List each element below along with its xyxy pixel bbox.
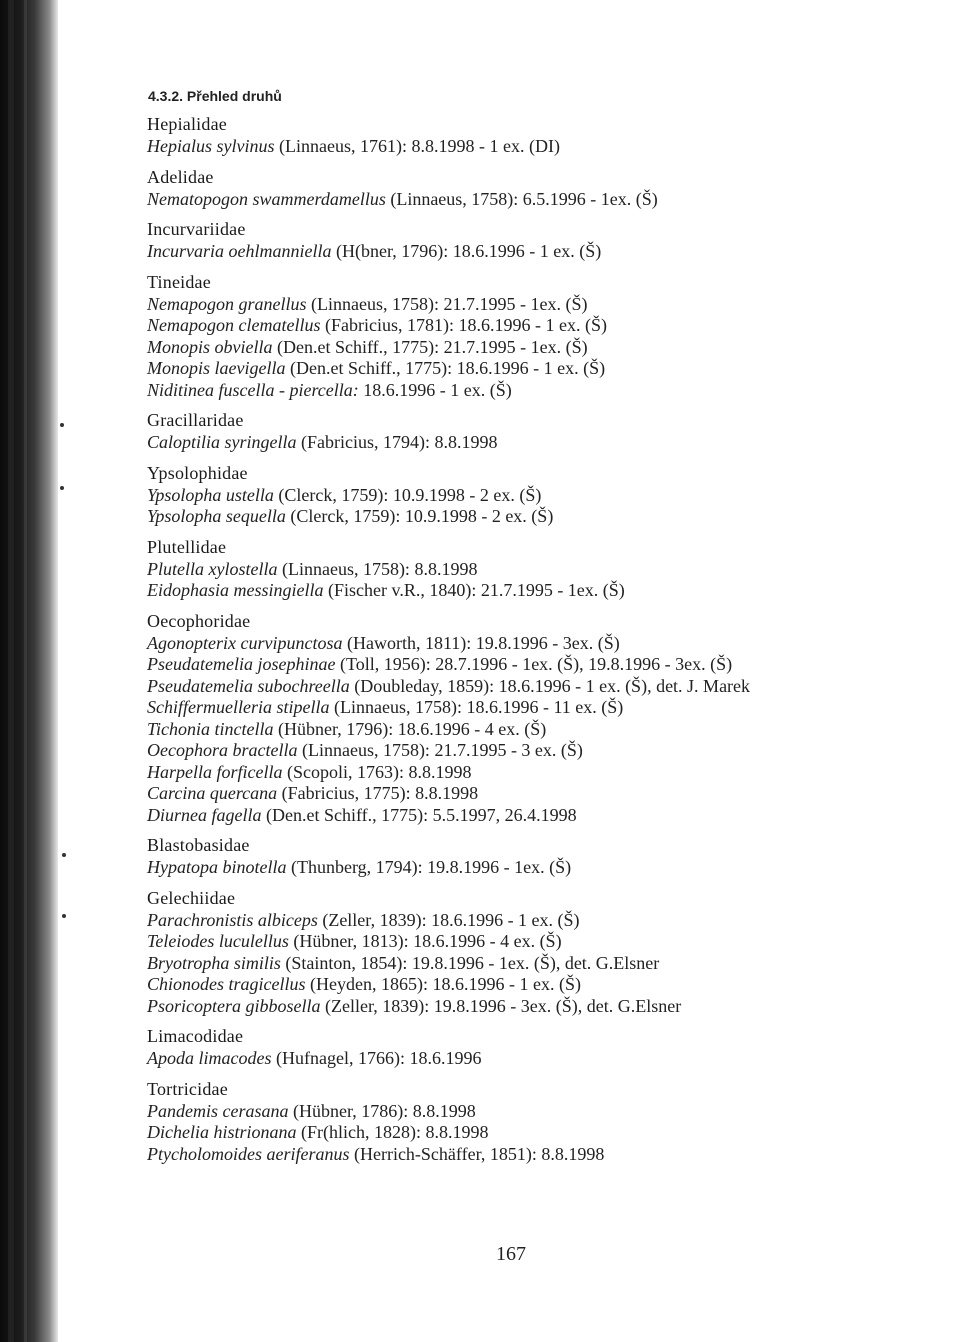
species-scientific-name: Caloptilia syringella	[147, 432, 297, 452]
scan-edge-shadow	[0, 0, 58, 1342]
species-scientific-name: Pseudatemelia josephinae	[147, 654, 336, 674]
family-name: Ypsolophidae	[147, 462, 248, 483]
species-record: (Toll, 1956): 28.7.1996 - 1ex. (Š), 19.8.1996 - 3ex. (Š)	[335, 654, 733, 674]
scan-streak	[8, 0, 14, 1342]
species-entry	[147, 633, 907, 655]
species-scientific-name: Parachronistis albiceps	[147, 909, 318, 930]
species-scientific-name: Harpella forficella	[147, 761, 283, 782]
species-record: (Hübner, 1796): 18.6.1996 - 4 ex. (Š)	[273, 718, 547, 739]
species-record: (Linnaeus, 1758): 21.7.1995 - 1ex. (Š)	[306, 293, 588, 314]
family-group	[147, 271, 907, 402]
species-scientific-name: Apoda limacodes	[147, 1048, 272, 1068]
species-record: (Haworth, 1811): 19.8.1996 - 3ex. (Š)	[342, 632, 620, 653]
family-group	[147, 218, 907, 263]
species-entry	[147, 580, 907, 602]
species-scientific-name: Hypatopa binotella	[147, 857, 287, 877]
species-entry	[147, 136, 907, 158]
species-scientific-name: Diurnea fagella	[147, 804, 262, 825]
species-entry	[147, 1101, 907, 1123]
species-entry	[147, 762, 907, 784]
species-entry	[147, 294, 907, 316]
family-group	[147, 610, 907, 827]
species-scientific-name: Hepialus sylvinus	[147, 136, 275, 156]
species-entry	[147, 974, 907, 996]
species-entry	[147, 857, 907, 879]
species-record: (Zeller, 1839): 18.6.1996 - 1 ex. (Š)	[317, 909, 580, 930]
species-entry	[147, 506, 907, 528]
family-name: Tineidae	[147, 271, 211, 292]
species-scientific-name: Tichonia tinctella	[147, 718, 274, 739]
family-name: Gracillaridae	[147, 410, 244, 430]
species-scientific-name: Nematopogon swammerdamellus	[147, 188, 386, 209]
species-entry	[147, 654, 907, 676]
species-scientific-name: Ptycholomoides aeriferanus	[147, 1143, 350, 1164]
species-record: (Heyden, 1865): 18.6.1996 - 1 ex. (Š)	[305, 974, 581, 994]
species-record: (Den.et Schiff., 1775): 18.6.1996 - 1 ex. (Š)	[285, 358, 606, 378]
species-record: (Linnaeus, 1758): 6.5.1996 - 1ex. (Š)	[385, 188, 658, 209]
species-entry	[147, 719, 907, 741]
species-record: (Doubleday, 1859): 18.6.1996 - 1 ex. (Š), det. J. Marek	[349, 675, 751, 696]
species-scientific-name: Nemapogon clematellus	[147, 315, 321, 335]
species-scientific-name: Oecophora bractella	[147, 740, 298, 760]
species-scientific-name: Schiffermuelleria stipella	[147, 697, 330, 717]
species-record: (Hufnagel, 1766): 18.6.1996	[271, 1048, 482, 1068]
species-record: (Den.et Schiff., 1775): 5.5.1997, 26.4.1998	[261, 804, 577, 825]
family-group	[147, 462, 907, 528]
species-record: (Fr(hlich, 1828): 8.8.1998	[296, 1122, 489, 1142]
species-entry	[147, 740, 907, 762]
species-scientific-name: Chionodes tragicellus	[147, 974, 306, 994]
species-record: (H(bner, 1796): 18.6.1996 - 1 ex. (Š)	[331, 241, 602, 261]
species-record: (Fabricius, 1775): 8.8.1998	[277, 783, 479, 803]
species-record: (Linnaeus, 1758): 18.6.1996 - 11 ex. (Š)	[329, 697, 624, 717]
species-entry	[147, 559, 907, 581]
species-entry	[147, 189, 907, 211]
family-name: Blastobasidae	[147, 835, 250, 855]
family-group	[147, 409, 907, 454]
family-group	[147, 834, 907, 879]
species-entry	[147, 953, 907, 975]
species-entry	[147, 805, 907, 827]
species-entry	[147, 783, 907, 805]
species-scientific-name: Pseudatemelia subochreella	[147, 675, 350, 696]
family-group	[147, 536, 907, 602]
species-list	[147, 113, 907, 1173]
family-group	[147, 1025, 907, 1070]
species-entry	[147, 996, 907, 1018]
species-scientific-name: Agonopterix curvipunctosa	[147, 632, 343, 653]
page-number: 167	[496, 1243, 526, 1265]
family-group	[147, 113, 907, 158]
family-group	[147, 1078, 907, 1166]
species-scientific-name: Niditinea fuscella - piercella:	[147, 379, 359, 400]
family-name: Adelidae	[147, 166, 214, 187]
species-record: (Herrich-Schäffer, 1851): 8.8.1998	[349, 1143, 605, 1164]
species-scientific-name: Carcina quercana	[147, 783, 278, 803]
species-entry	[147, 910, 907, 932]
species-scientific-name: Teleiodes luculellus	[147, 931, 289, 951]
species-record: (Fabricius, 1794): 8.8.1998	[296, 432, 498, 452]
family-name: Tortricidae	[147, 1078, 228, 1099]
species-entry	[147, 432, 907, 454]
margin-mark	[60, 423, 64, 427]
species-scientific-name: Monopis laevigella	[147, 358, 286, 378]
species-entry	[147, 697, 907, 719]
species-record: (Scopoli, 1763): 8.8.1998	[282, 761, 472, 782]
species-entry	[147, 241, 907, 263]
species-record: (Linnaeus, 1761): 8.8.1998 - 1 ex. (DI)	[274, 136, 560, 156]
species-record: (Linnaeus, 1758): 8.8.1998	[277, 558, 478, 579]
family-name: Gelechiidae	[147, 887, 236, 908]
species-scientific-name: Bryotropha similis	[147, 952, 281, 973]
species-record: (Linnaeus, 1758): 21.7.1995 - 3 ex. (Š)	[297, 740, 583, 760]
species-scientific-name: Plutella xylostella	[147, 558, 278, 579]
species-record: (Thunberg, 1794): 19.8.1996 - 1ex. (Š)	[286, 857, 572, 877]
species-entry	[147, 337, 907, 359]
species-scientific-name: Ypsolopha ustella	[147, 484, 274, 505]
species-entry	[147, 358, 907, 380]
species-entry	[147, 485, 907, 507]
species-scientific-name: Pandemis cerasana	[147, 1100, 289, 1121]
family-name: Hepialidae	[147, 114, 227, 134]
species-entry	[147, 676, 907, 698]
species-entry	[147, 1048, 907, 1070]
margin-mark	[62, 853, 66, 857]
species-record: (Fischer v.R., 1840): 21.7.1995 - 1ex. (Š)	[323, 580, 625, 600]
species-record: (Zeller, 1839): 19.8.1996 - 3ex. (Š), det. G.Elsner	[320, 995, 682, 1016]
species-scientific-name: Incurvaria oehlmanniella	[147, 241, 332, 261]
family-group	[147, 166, 907, 211]
species-record: (Hübner, 1786): 8.8.1998	[288, 1100, 476, 1121]
species-record: (Clerck, 1759): 10.9.1998 - 2 ex. (Š)	[273, 484, 542, 505]
species-record: (Clerck, 1759): 10.9.1998 - 2 ex. (Š)	[285, 506, 554, 526]
species-entry	[147, 931, 907, 953]
species-scientific-name: Nemapogon granellus	[147, 293, 307, 314]
species-record: 18.6.1996 - 1 ex. (Š)	[358, 379, 512, 400]
species-record: (Hübner, 1813): 18.6.1996 - 4 ex. (Š)	[288, 931, 562, 951]
species-scientific-name: Psoricoptera gibbosella	[147, 995, 321, 1016]
family-name: Oecophoridae	[147, 610, 251, 631]
section-heading: 4.3.2. Přehled druhů	[148, 88, 282, 104]
species-record: (Den.et Schiff., 1775): 21.7.1995 - 1ex. (Š)	[272, 336, 588, 357]
margin-mark	[60, 486, 64, 490]
scan-streak	[24, 0, 27, 1342]
species-entry	[147, 380, 907, 402]
family-name: Incurvariidae	[147, 219, 246, 239]
species-entry	[147, 1122, 907, 1144]
species-scientific-name: Dichelia histrionana	[147, 1122, 297, 1142]
family-name: Limacodidae	[147, 1026, 244, 1046]
species-entry	[147, 315, 907, 337]
family-name: Plutellidae	[147, 536, 227, 557]
species-entry	[147, 1144, 907, 1166]
margin-mark	[62, 914, 66, 918]
species-scientific-name: Ypsolopha sequella	[147, 506, 286, 526]
family-group	[147, 887, 907, 1018]
species-record: (Fabricius, 1781): 18.6.1996 - 1 ex. (Š)	[320, 315, 607, 335]
species-record: (Stainton, 1854): 19.8.1996 - 1ex. (Š), det. G.Elsner	[280, 952, 660, 973]
species-scientific-name: Eidophasia messingiella	[147, 580, 324, 600]
species-scientific-name: Monopis obviella	[147, 336, 273, 357]
